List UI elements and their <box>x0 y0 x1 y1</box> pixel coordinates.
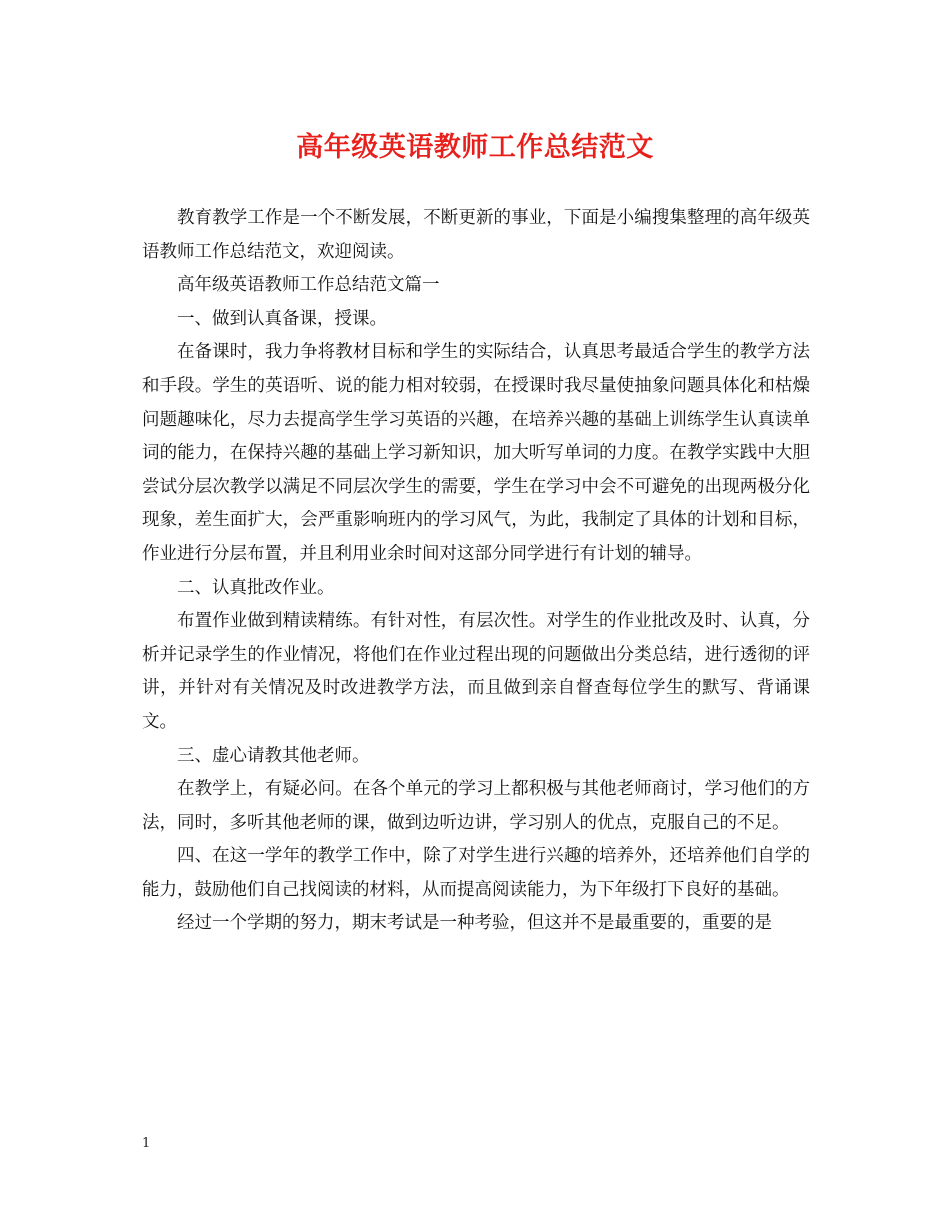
document-body <box>142 202 810 941</box>
intro-paragraph: 教育教学工作是一个不断发展，不断更新的事业，下面是小编搜集整理的高年级英语教师工作总结范文，欢迎阅读。 <box>142 208 810 262</box>
paragraph-prepare-lessons: 在备课时，我力争将教材目标和学生的实际结合，认真思考最适合学生的教学方法和手段。学生的英语听、说的能力相对较弱，在授课时我尽量使抽象问题具体化和枯燥问题趣味化，尽力去提高学生学习英语的兴趣，在培养兴趣的基础上训练学生认真读单词的能力，在保持兴趣的基础上学习新知识，加大听写单词的力度。在教学实践中大胆尝试分层次教学以满足不同层次学生的需要，学生在学习中会不可避免的出现两极分化现象，差生面扩大，会严重影响班内的学习风气，为此，我制定了具体的计划和目标，作业进行分层布置，并且利用业余时间对这部分同学进行有计划的辅导。 <box>142 342 810 564</box>
paragraph-self-study: 四、在这一学年的教学工作中，除了对学生进行兴趣的培养外，还培养他们自学的能力，鼓励他们自己找阅读的材料，从而提高阅读能力，为下年级打下良好的基础。 <box>142 846 810 900</box>
heading-consult-teachers: 三、虚心请教其他老师。 <box>177 745 370 766</box>
paragraph-consult-teachers: 在教学上，有疑必问。在各个单元的学习上都积极与其他老师商讨，学习他们的方法，同时，多听其他老师的课，做到边听边讲，学习别人的优点，克服自己的不足。 <box>142 779 810 833</box>
page-number: 1 <box>142 1136 151 1151</box>
paragraph-correct-homework: 布置作业做到精读精练。有针对性，有层次性。对学生的作业批改及时、认真，分析并记录学生的作业情况，将他们在作业过程出现的问题做出分类总结，进行透彻的评讲，并针对有关情况及时改进教学方法，而且做到亲自督查每位学生的默写、背诵课文。 <box>142 611 810 732</box>
heading-correct-homework: 二、认真批改作业。 <box>177 577 335 598</box>
document-title: 高年级英语教师工作总结范文 <box>296 132 654 163</box>
heading-prepare-lessons: 一、做到认真备课，授课。 <box>177 308 387 329</box>
paragraph-conclusion: 经过一个学期的努力，期末考试是一种考验，但这并不是最重要的，重要的是 <box>177 913 772 934</box>
section-heading-part-one: 高年级英语教师工作总结范文篇一 <box>177 275 440 296</box>
